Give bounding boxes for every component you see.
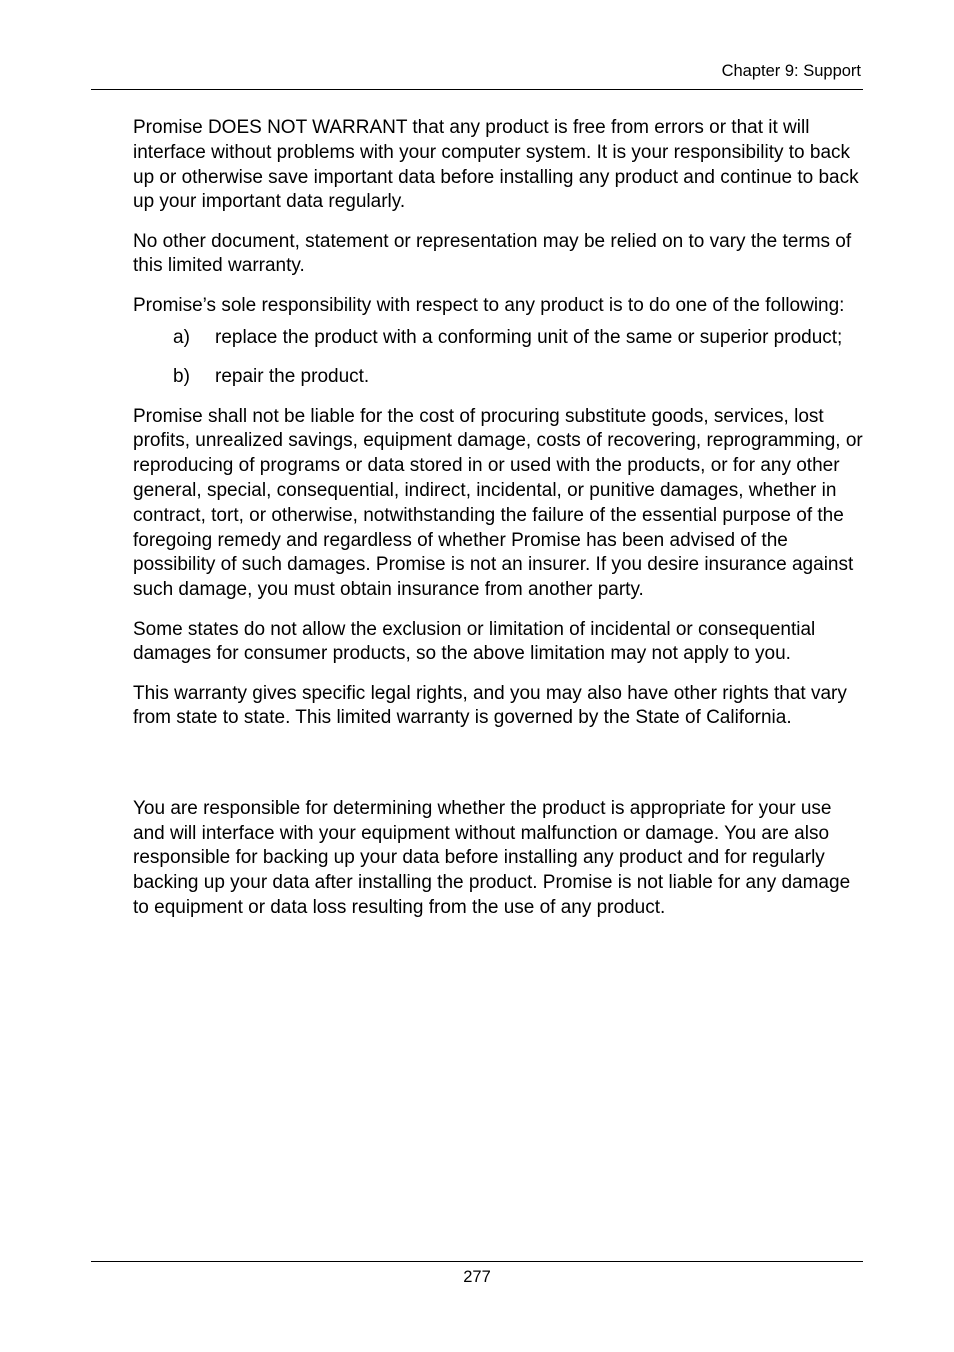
running-header: Chapter 9: Support	[721, 62, 861, 80]
list-item-text: repair the product.	[215, 366, 370, 388]
header-rule	[91, 89, 863, 90]
section-gap	[133, 746, 863, 797]
list-marker: a)	[173, 327, 190, 349]
list-item	[133, 365, 863, 390]
page-number: 277	[463, 1268, 491, 1286]
list-item	[133, 326, 863, 351]
list-item-text: replace the product with a conforming unit of the same or superior product;	[215, 327, 843, 349]
footer-rule	[91, 1261, 863, 1262]
paragraph-legal-rights: This warranty gives specific legal rights, and you may also have other rights that vary from state to state. This limited warranty is governed by the State of California.	[133, 682, 847, 729]
paragraph-liability: Promise shall not be liable for the cost of procuring substitute goods, services, lost profits, unrealized savings, equipment damage, costs of recovering, reprogramming, or reproducing of programs or data stored in or used with the products, or for any other general, special, consequential, indirect, incidental, or punitive damages, whether in contract, tort, or otherwise, notwithstanding the failure of the essential purpose of the foregoing remedy and regardless of whether Promise has been advised of the possibility of such damages. Promise is not an insurer. If you desire insurance against such damage, you must obtain insurance from another party.	[133, 405, 863, 601]
paragraph-sole-responsibility: Promise’s sole responsibility with respect to any product is to do one of the following:	[133, 294, 845, 316]
paragraph-no-warranty: Promise DOES NOT WARRANT that any product is free from errors or that it will interface without problems with your computer system. It is your responsibility to back up or otherwise save important data before installing any product and continue to back up your important data regularly.	[133, 117, 859, 213]
paragraph-no-other-document: No other document, statement or representation may be relied on to vary the terms of this limited warranty.	[133, 230, 852, 277]
page-body	[133, 116, 863, 935]
paragraph-your-responsibilities: You are responsible for determining whether the product is appropriate for your use and will interface with your equipment without malfunction or damage. You are also responsible for backing up your data before installing any product and for regularly backing up your data after installing the product. Promise is not liable for any damage to equipment or data loss resulting from the use of any product.	[133, 797, 851, 918]
paragraph-state-exclusions: Some states do not allow the exclusion or limitation of incidental or consequential damages for consumer products, so the above limitation may not apply to you.	[133, 618, 816, 665]
list-marker: b)	[173, 366, 190, 388]
